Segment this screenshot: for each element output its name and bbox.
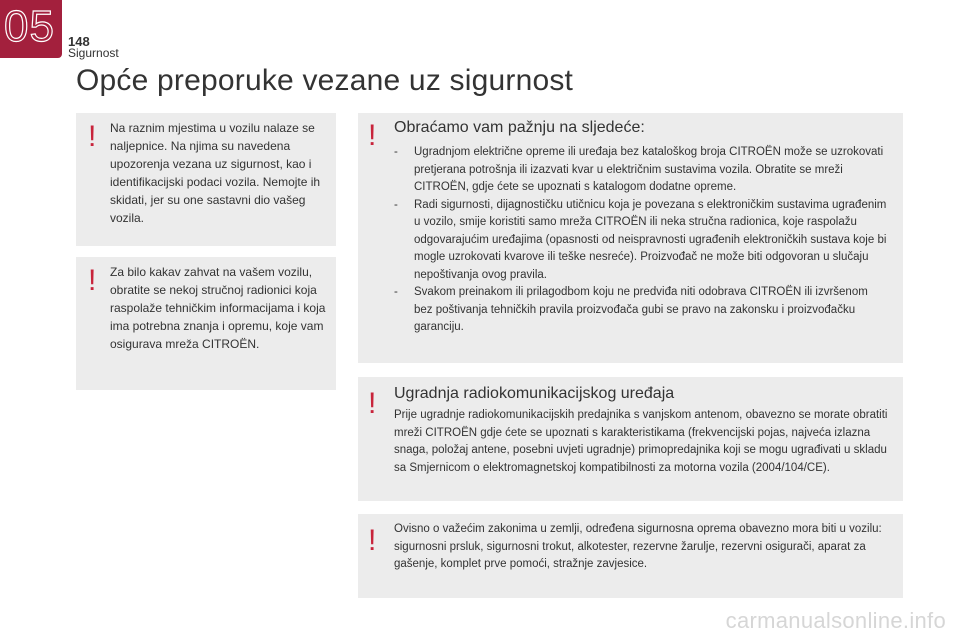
warning-icon: ! xyxy=(368,387,377,420)
warning-icon: ! xyxy=(88,264,97,297)
list-item xyxy=(394,284,889,337)
watermark: carmanualsonline.info xyxy=(725,608,946,633)
info-box-labels-text: Na raznim mjestima u vozilu nalaze se naljepnice. Na njima su navedena upozorenja vezana uz sigurnost, kao i identifikacijski podaci vozila. Nemojte ih skidati, jer su one sastavni dio vašeg vozila. xyxy=(110,121,321,225)
list-item-text: Svakom preinakom ili prilagodbom koju ne predviđa niti odobrava CITROËN ili izvršenom bez poštivanja tehničkih pravila proizvođača gubi se pravo na zakonsku i proizvođačku garanciju. xyxy=(414,286,868,333)
page-title: Opće preporuke vezane uz sigurnost xyxy=(76,64,574,97)
attention-list xyxy=(394,144,889,337)
dash-bullet: - xyxy=(394,198,398,211)
radio-heading: Ugradnja radiokomunikacijskog uređaja xyxy=(394,385,675,402)
page-number: 148 xyxy=(68,34,90,49)
list-item-text: Radi sigurnosti, dijagnostičku utičnicu koja je povezana s elektroničkim sustavima ugrađenim u vozilo, smije koristiti samo mreža CITROËN ili neka stručna radionica, koje raspolažu odgovarajućim uređajima (opasnosti od neispravnosti ugrađenih elektroničkih sustava koje bi mogle uzrokovati kvarove ili teške nesreće). Proizvođač ne može biti odgovoran u slučaju nepoštivanja ovog pravila. xyxy=(414,198,887,281)
list-item xyxy=(394,197,889,285)
attention-heading: Obraćamo vam pažnju na sljedeće: xyxy=(394,119,645,136)
law-box xyxy=(358,514,903,598)
radio-box xyxy=(358,377,903,501)
radio-text: Prije ugradnje radiokomunikacijskih predajnika s vanjskom antenom, obavezno se morate obratiti mreži CITROËN gdje ćete se upoznati s karakteristikama (frekvencijski pojas, najveća izlazna snaga, položaj antene, posebni uvjeti ugradnje) primopredajnika koji se mogu ugrađivati u skladu sa Smjernicom o elektromagnetskoj kompatibilnosti za motorna vozila (2004/104/CE). xyxy=(394,409,888,474)
info-box-labels xyxy=(76,113,336,246)
warning-icon: ! xyxy=(368,524,377,557)
section-name: Sigurnost xyxy=(68,46,119,60)
chapter-tab xyxy=(0,0,62,58)
warning-icon: ! xyxy=(88,120,97,153)
info-box-workshop xyxy=(76,257,336,390)
warning-icon: ! xyxy=(368,119,377,152)
law-text: Ovisno o važećim zakonima u zemlji, određena sigurnosna oprema obavezno mora biti u vozilu: sigurnosni prsluk, sigurnosni trokut, alkotester, rezervne žarulje, rezervni osigurači, aparat za gašenje, komplet prve pomoći, stražnje zavjesice. xyxy=(394,523,882,570)
dash-bullet: - xyxy=(394,286,398,298)
list-item xyxy=(394,144,889,197)
list-item-text: Ugradnjom električne opreme ili uređaja bez kataloškog broja CITROËN može se uzrokovati pretjerana potrošnja ili izazvati kvar u električnim sustavima vozila. Obratite se mreži CITROËN, gdje ćete se upoznati s katalogom dodatne opreme. xyxy=(414,146,884,193)
attention-box xyxy=(358,113,903,363)
chapter-number: 05 xyxy=(4,2,55,51)
info-box-workshop-text: Za bilo kakav zahvat na vašem vozilu, obratite se nekoj stručnoj radionici koja raspolaže tehničkim informacijama i koja ima potrebna znanja i opremu, koje vam osigurava mreža CITROËN. xyxy=(110,265,326,351)
dash-bullet: - xyxy=(394,146,398,158)
